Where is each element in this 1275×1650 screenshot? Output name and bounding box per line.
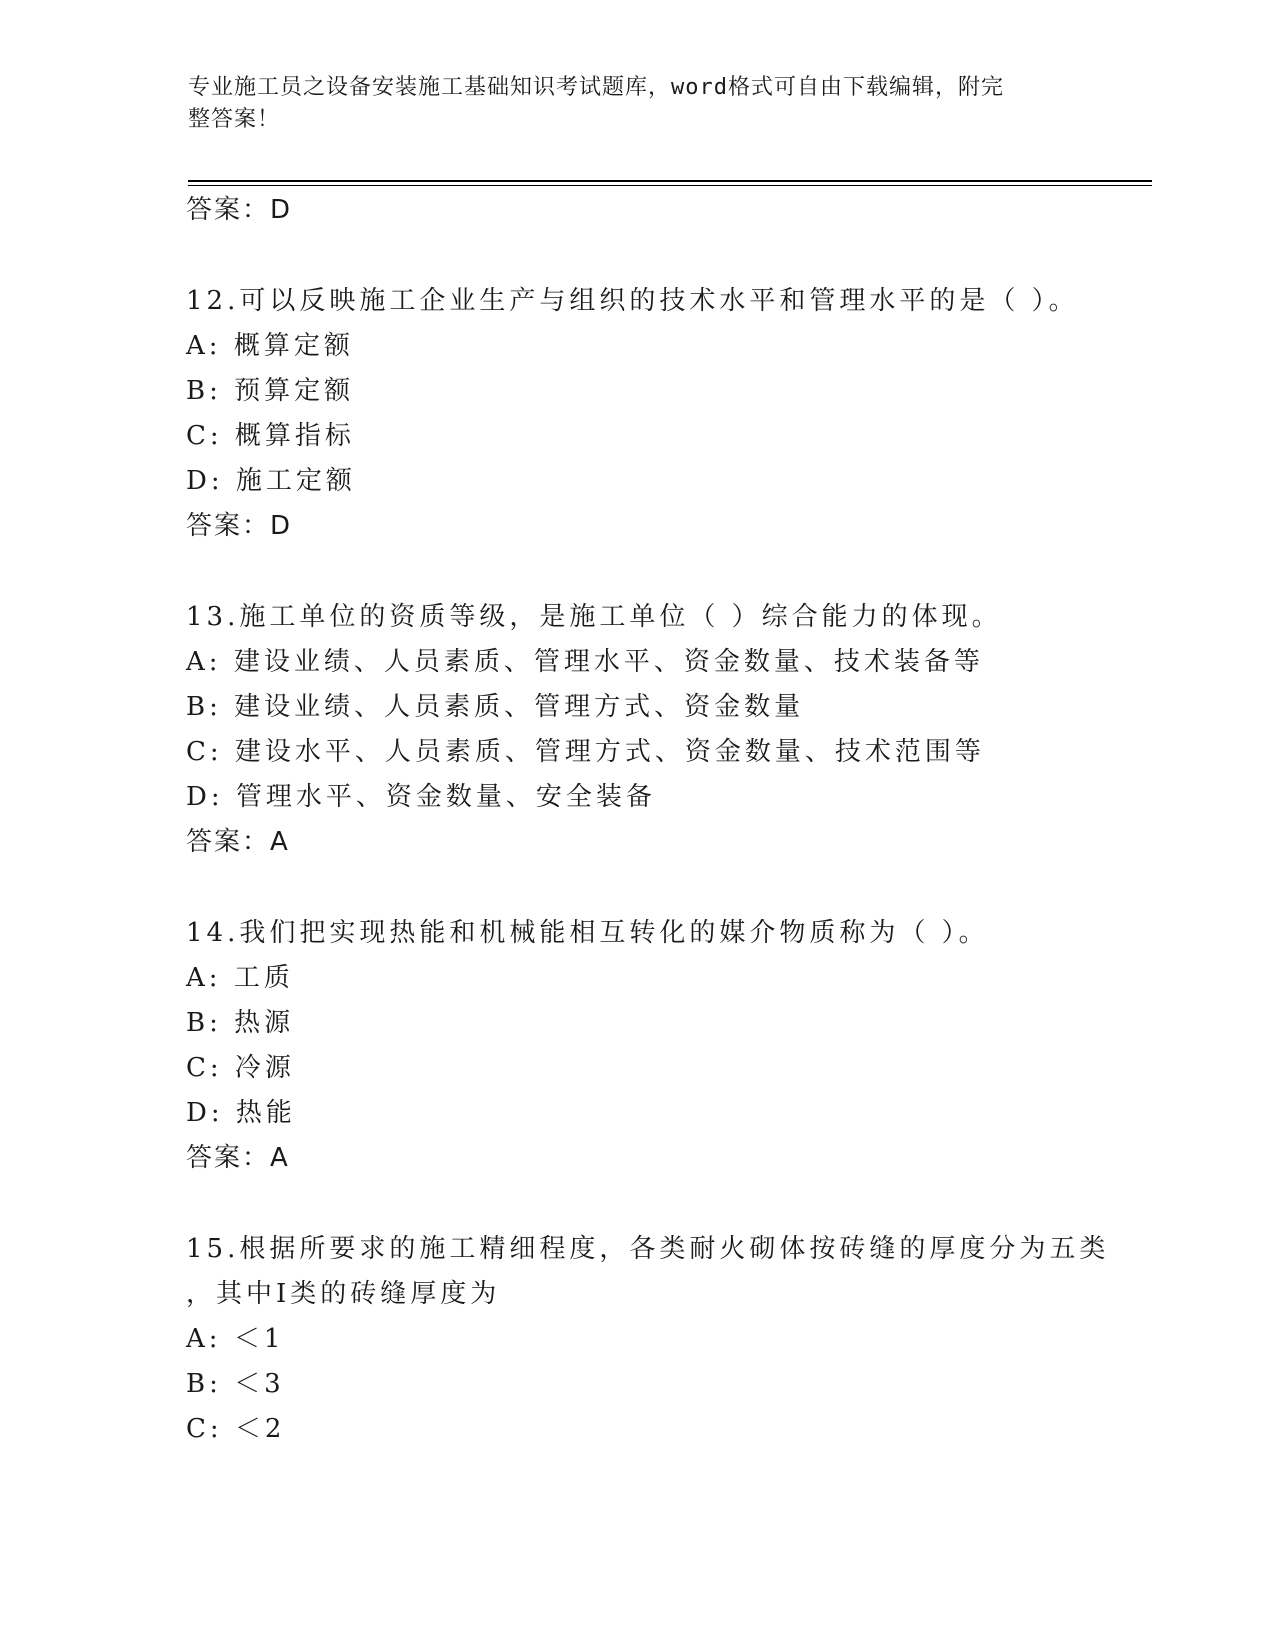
option-text: 工质 <box>233 963 294 993</box>
option-c <box>186 730 1136 775</box>
answer-label: 答案： <box>186 827 271 857</box>
question-text: 可以反映施工企业生产与组织的技术水平和管理水平的是（ ）。 <box>239 286 1079 316</box>
option-text: 建设业绩、人员素质、管理水平、资金数量、技术装备等 <box>233 647 984 677</box>
answer-label: 答案： <box>186 195 271 225</box>
option-text: ＜1 <box>233 1324 285 1354</box>
option-text: 概算定额 <box>233 331 354 361</box>
option-key: B: <box>186 376 222 406</box>
answer-value: D <box>270 511 293 541</box>
option-key: A: <box>186 1324 222 1354</box>
option-key: D: <box>186 1098 224 1128</box>
option-key: C: <box>186 1053 223 1083</box>
document-header <box>188 72 1068 136</box>
option-c <box>186 1046 1136 1091</box>
option-a <box>186 1317 1136 1362</box>
option-d <box>186 775 1136 820</box>
question-number: 15. <box>186 1234 240 1264</box>
question-number: 14. <box>186 918 240 948</box>
option-text: 建设水平、人员素质、管理方式、资金数量、技术范围等 <box>234 737 985 767</box>
answer-line <box>186 504 1136 549</box>
question-text: 施工单位的资质等级，是施工单位（ ）综合能力的体现。 <box>239 602 1002 632</box>
answer-label: 答案： <box>186 511 271 541</box>
question-text: 我们把实现热能和机械能相互转化的媒介物质称为（ ）。 <box>239 918 989 948</box>
option-key: A: <box>186 963 222 993</box>
option-c <box>186 1407 1136 1452</box>
option-text: 管理水平、资金数量、安全装备 <box>235 782 656 812</box>
option-a <box>186 640 1136 685</box>
spacer <box>186 549 1136 595</box>
option-b <box>186 369 1136 414</box>
header-line-2: 整答案！ <box>188 107 281 132</box>
spacer <box>186 1181 1136 1227</box>
option-text: 热能 <box>235 1098 296 1128</box>
option-key: B: <box>186 692 222 722</box>
option-c <box>186 414 1136 459</box>
option-key: A: <box>186 647 222 677</box>
header-line-1: 专业施工员之设备安装施工基础知识考试题库，word格式可自由下载编辑，附完 <box>188 75 1004 100</box>
option-d <box>186 459 1136 504</box>
answer-line <box>186 820 1136 865</box>
option-text: ＜3 <box>234 1369 285 1399</box>
option-text: 冷源 <box>234 1053 295 1083</box>
option-a <box>186 324 1136 369</box>
answer-value: A <box>270 827 290 857</box>
option-text: 预算定额 <box>234 376 355 406</box>
question-stem <box>186 911 1136 956</box>
option-key: D: <box>186 782 224 812</box>
question-number: 12. <box>186 286 240 316</box>
option-key: B: <box>186 1369 222 1399</box>
header-divider-thick <box>188 180 1152 182</box>
option-key: C: <box>186 421 223 451</box>
option-text: 施工定额 <box>235 466 356 496</box>
option-text: 建设业绩、人员素质、管理方式、资金数量 <box>234 692 805 722</box>
option-d <box>186 1091 1136 1136</box>
answer-value: A <box>270 1143 290 1173</box>
option-b <box>186 685 1136 730</box>
option-text: 概算指标 <box>234 421 355 451</box>
question-list <box>186 188 1136 1452</box>
question-stem-continued: ，其中Ⅰ类的砖缝厚度为 <box>186 1279 501 1309</box>
spacer <box>186 865 1136 911</box>
option-key: D: <box>186 466 224 496</box>
option-text: 热源 <box>234 1008 295 1038</box>
question-number: 13. <box>186 602 240 632</box>
answer-line <box>186 1136 1136 1181</box>
spacer <box>186 233 1136 279</box>
option-key: C: <box>186 1414 223 1444</box>
option-key: A: <box>186 331 222 361</box>
header-divider-thin <box>188 185 1152 186</box>
option-key: B: <box>186 1008 222 1038</box>
option-text: ＜2 <box>234 1414 286 1444</box>
option-b <box>186 1362 1136 1407</box>
option-key: C: <box>186 737 223 767</box>
question-stem <box>186 595 1136 640</box>
option-b <box>186 1001 1136 1046</box>
answer-value: D <box>270 195 293 225</box>
question-stem <box>186 1227 1136 1272</box>
question-stem <box>186 279 1136 324</box>
question-text: 根据所要求的施工精细程度，各类耐火砌体按砖缝的厚度分为五类 <box>239 1234 1110 1264</box>
option-a <box>186 956 1136 1001</box>
answer-line <box>186 188 1136 233</box>
answer-label: 答案： <box>186 1143 271 1173</box>
